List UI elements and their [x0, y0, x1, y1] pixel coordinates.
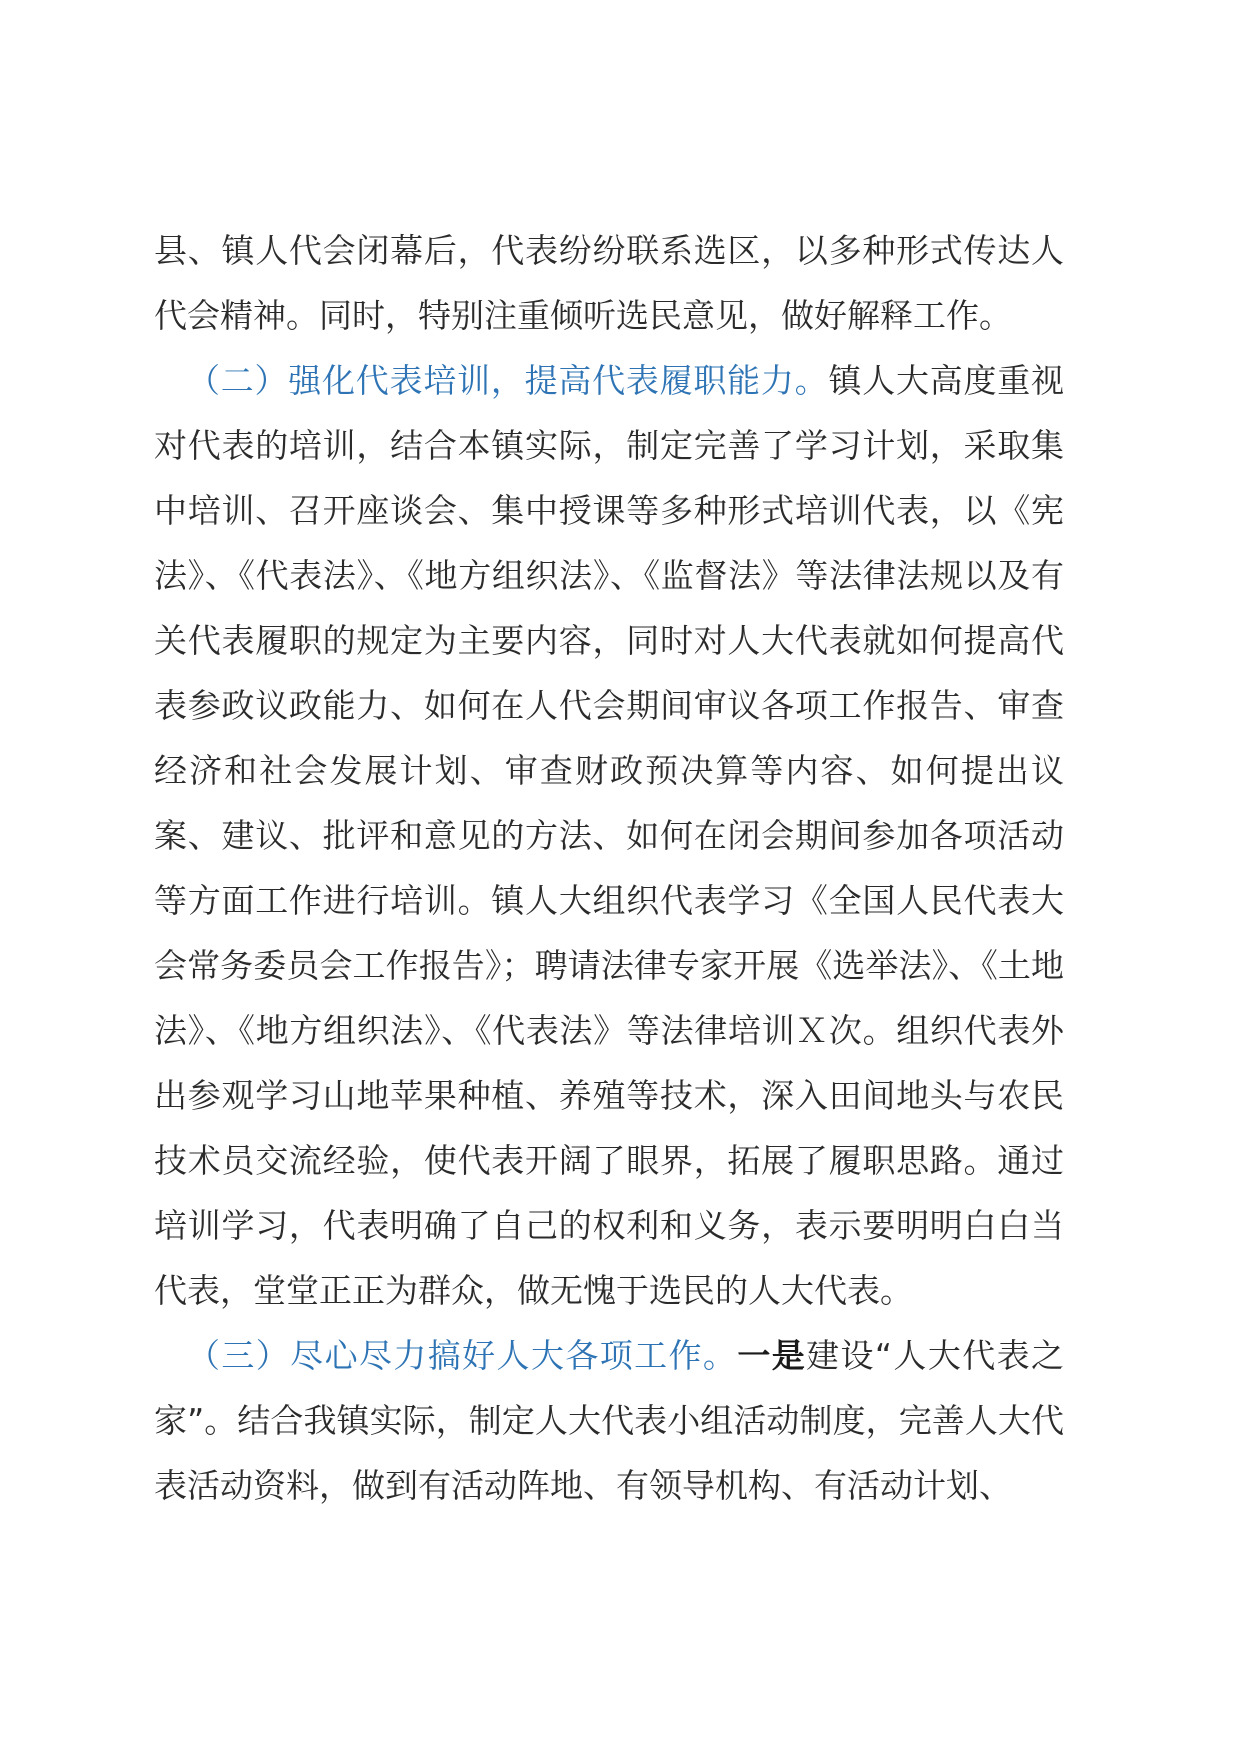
paragraph-1 [154, 218, 1064, 348]
document-body [154, 218, 1064, 1518]
paragraph-3-emphasis: 一是 [737, 1336, 807, 1375]
paragraph-1-text: 县、镇人代会闭幕后，代表纷纷联系选区，以多种形式传达人代会精神。同时，特别注重倾听选民意见，做好解释工作。 [154, 231, 1064, 335]
paragraph-2-text: 镇人大高度重视对代表的培训，结合本镇实际，制定完善了学习计划，采取集中培训、召开座谈会、集中授课等多种形式培训代表，以《宪法》、《代表法》、《地方组织法》、《监督法》等法律法规以及有关代表履职的规定为主要内容，同时对人大代表就如何提高代表参政议政能力、如何在人代会期间审议各项工作报告、审查经济和社会发展计划、审查财政预决算等内容、如何提出议案、建议、批评和意见的方法、如何在闭会期间参加各项活动等方面工作进行培训。镇人大组织代表学习《全国人民代表大会常务委员会工作报告》；聘请法律专家开展《选举法》、《土地法》、《地方组织法》、《代表法》等法律培训Ｘ次。组织代表外出参观学习山地苹果种植、养殖等技术，深入田间地头与农民技术员交流经验，使代表开阔了眼界，拓展了履职思路。通过培训学习，代表明确了自己的权利和义务，表示要明明白白当代表，堂堂正正为群众，做无愧于选民的人大代表。 [154, 361, 1065, 1310]
paragraph-3 [154, 1323, 1064, 1518]
section-heading-2: （二）强化代表培训，提高代表履职能力。 [187, 361, 829, 400]
section-heading-3: （三）尽心尽力搞好人大各项工作。 [187, 1336, 738, 1375]
paragraph-2 [154, 348, 1064, 1323]
paragraph-3-text: 建设“人大代表之家”。结合我镇实际，制定人大代表小组活动制度，完善人大代表活动资料，做到有活动阵地、有领导机构、有活动计划、 [154, 1336, 1065, 1505]
